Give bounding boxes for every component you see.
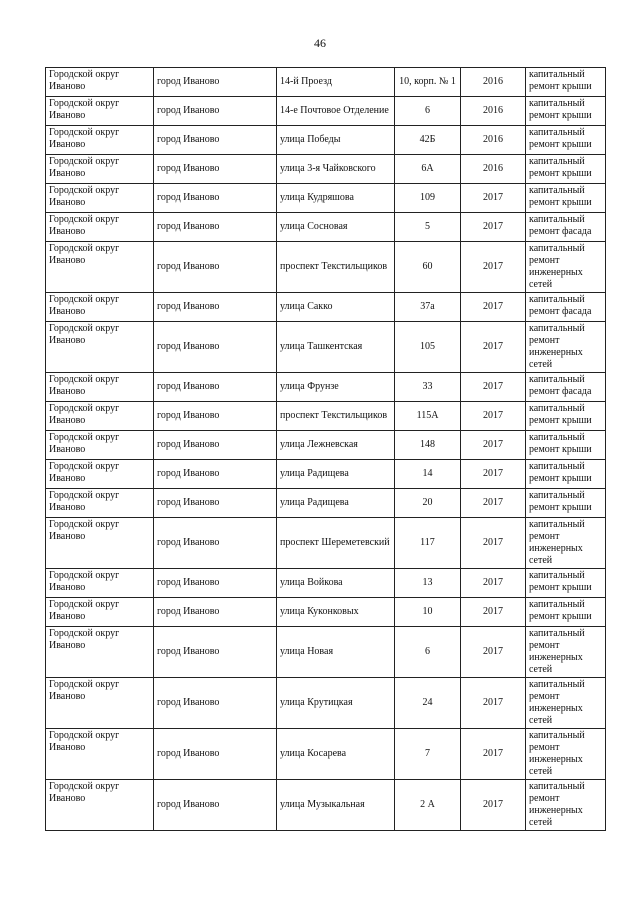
work-type-text: капитальный ремонт фасада	[529, 374, 592, 397]
year-cell	[461, 598, 526, 627]
year-text: 2017	[483, 748, 503, 759]
year-cell	[461, 68, 526, 97]
work-type-text: капитальный ремонт крыши	[529, 127, 592, 150]
year-text: 2017	[483, 497, 503, 508]
municipality-text: Городской округ Иваново	[49, 127, 120, 150]
street-text: улица Куконковых	[280, 606, 359, 617]
table-row	[46, 402, 606, 431]
street-cell	[277, 598, 395, 627]
work-type-cell	[526, 518, 606, 569]
year-text: 2017	[483, 301, 503, 312]
street-text: улица Ташкентская	[280, 341, 363, 352]
table-row	[46, 126, 606, 155]
year-cell	[461, 184, 526, 213]
municipality-text: Городской округ Иваново	[49, 374, 120, 397]
work-type-cell	[526, 431, 606, 460]
street-text: улица Кудряшова	[280, 192, 354, 203]
municipality-text: Городской округ Иваново	[49, 185, 120, 208]
house-number-text: 10	[422, 606, 433, 617]
table-row	[46, 431, 606, 460]
street-cell	[277, 780, 395, 831]
settlement-text: город Иваново	[157, 163, 220, 174]
street-cell	[277, 97, 395, 126]
street-cell	[277, 373, 395, 402]
year-text: 2017	[483, 606, 503, 617]
work-type-cell	[526, 402, 606, 431]
house-number-text: 7	[425, 748, 430, 759]
municipality-cell	[46, 598, 154, 627]
table-row	[46, 569, 606, 598]
table-row	[46, 293, 606, 322]
house-number-cell	[395, 213, 461, 242]
municipality-cell	[46, 242, 154, 293]
street-cell	[277, 68, 395, 97]
table-row	[46, 213, 606, 242]
work-type-cell	[526, 68, 606, 97]
table-row	[46, 242, 606, 293]
municipality-text: Городской округ Иваново	[49, 294, 120, 317]
municipality-cell	[46, 729, 154, 780]
table-row	[46, 155, 606, 184]
settlement-cell	[154, 126, 277, 155]
table-row	[46, 68, 606, 97]
table-row	[46, 729, 606, 780]
house-number-cell	[395, 155, 461, 184]
street-cell	[277, 569, 395, 598]
municipality-cell	[46, 780, 154, 831]
year-cell	[461, 678, 526, 729]
settlement-text: город Иваново	[157, 697, 220, 708]
table-row	[46, 460, 606, 489]
work-type-text: капитальный ремонт инженерных сетей	[529, 243, 585, 290]
table-row	[46, 97, 606, 126]
work-type-cell	[526, 126, 606, 155]
settlement-text: город Иваново	[157, 221, 220, 232]
year-cell	[461, 627, 526, 678]
municipality-text: Городской округ Иваново	[49, 570, 120, 593]
work-type-cell	[526, 322, 606, 373]
house-number-text: 109	[420, 192, 435, 203]
housing-repair-table	[45, 67, 606, 831]
work-type-text: капитальный ремонт инженерных сетей	[529, 679, 585, 726]
settlement-cell	[154, 242, 277, 293]
house-number-text: 14	[422, 468, 433, 479]
street-cell	[277, 213, 395, 242]
settlement-text: город Иваново	[157, 606, 220, 617]
street-text: улица Победы	[280, 134, 341, 145]
year-cell	[461, 322, 526, 373]
work-type-text: капитальный ремонт фасада	[529, 294, 592, 317]
street-cell	[277, 627, 395, 678]
house-number-text: 2 А	[420, 799, 435, 810]
house-number-cell	[395, 293, 461, 322]
table-row	[46, 184, 606, 213]
work-type-cell	[526, 184, 606, 213]
street-text: улица Сосновая	[280, 221, 348, 232]
year-text: 2017	[483, 468, 503, 479]
municipality-text: Городской округ Иваново	[49, 243, 120, 266]
street-cell	[277, 431, 395, 460]
year-text: 2017	[483, 439, 503, 450]
house-number-cell	[395, 569, 461, 598]
street-cell	[277, 126, 395, 155]
municipality-cell	[46, 678, 154, 729]
settlement-text: город Иваново	[157, 748, 220, 759]
municipality-cell	[46, 293, 154, 322]
year-text: 2017	[483, 537, 503, 548]
street-cell	[277, 489, 395, 518]
year-cell	[461, 431, 526, 460]
year-cell	[461, 460, 526, 489]
settlement-text: город Иваново	[157, 410, 220, 421]
house-number-cell	[395, 373, 461, 402]
municipality-cell	[46, 126, 154, 155]
settlement-cell	[154, 213, 277, 242]
municipality-cell	[46, 213, 154, 242]
street-text: 14-й Проезд	[280, 76, 332, 87]
year-cell	[461, 213, 526, 242]
street-text: проспект Шереметевский	[280, 537, 390, 548]
year-text: 2016	[483, 163, 503, 174]
settlement-cell	[154, 322, 277, 373]
year-text: 2017	[483, 341, 503, 352]
settlement-text: город Иваново	[157, 439, 220, 450]
table-row	[46, 780, 606, 831]
work-type-text: капитальный ремонт крыши	[529, 69, 592, 92]
work-type-text: капитальный ремонт крыши	[529, 461, 592, 484]
settlement-cell	[154, 678, 277, 729]
settlement-text: город Иваново	[157, 105, 220, 116]
year-cell	[461, 489, 526, 518]
house-number-text: 10, корп. № 1	[399, 76, 456, 87]
year-cell	[461, 97, 526, 126]
municipality-cell	[46, 155, 154, 184]
municipality-text: Городской округ Иваново	[49, 403, 120, 426]
house-number-text: 5	[425, 221, 430, 232]
table-row	[46, 373, 606, 402]
street-text: улица Фрунзе	[280, 381, 339, 392]
municipality-cell	[46, 184, 154, 213]
work-type-text: капитальный ремонт крыши	[529, 570, 592, 593]
year-cell	[461, 780, 526, 831]
house-number-cell	[395, 598, 461, 627]
settlement-text: город Иваново	[157, 799, 220, 810]
year-cell	[461, 569, 526, 598]
house-number-text: 6	[425, 105, 430, 116]
street-cell	[277, 402, 395, 431]
municipality-text: Городской округ Иваново	[49, 323, 120, 346]
settlement-cell	[154, 155, 277, 184]
work-type-text: капитальный ремонт крыши	[529, 156, 592, 179]
municipality-cell	[46, 627, 154, 678]
settlement-text: город Иваново	[157, 261, 220, 272]
municipality-cell	[46, 68, 154, 97]
municipality-text: Городской округ Иваново	[49, 98, 120, 121]
municipality-text: Городской округ Иваново	[49, 69, 120, 92]
settlement-text: город Иваново	[157, 341, 220, 352]
street-cell	[277, 460, 395, 489]
house-number-cell	[395, 322, 461, 373]
house-number-text: 117	[420, 537, 435, 548]
year-cell	[461, 729, 526, 780]
settlement-cell	[154, 460, 277, 489]
work-type-cell	[526, 373, 606, 402]
street-text: проспект Текстильщиков	[280, 410, 388, 421]
work-type-cell	[526, 489, 606, 518]
street-cell	[277, 518, 395, 569]
work-type-text: капитальный ремонт инженерных сетей	[529, 628, 585, 675]
house-number-text: 20	[422, 497, 433, 508]
settlement-text: город Иваново	[157, 497, 220, 508]
house-number-text: 37а	[420, 301, 435, 312]
settlement-text: город Иваново	[157, 76, 220, 87]
year-text: 2017	[483, 410, 503, 421]
settlement-cell	[154, 518, 277, 569]
settlement-cell	[154, 780, 277, 831]
house-number-cell	[395, 431, 461, 460]
municipality-text: Городской округ Иваново	[49, 461, 120, 484]
house-number-text: 6А	[421, 163, 434, 174]
street-text: улица Лежневская	[280, 439, 358, 450]
table-row	[46, 518, 606, 569]
municipality-cell	[46, 518, 154, 569]
settlement-text: город Иваново	[157, 577, 220, 588]
year-cell	[461, 242, 526, 293]
street-text: улица 3-я Чайковского	[280, 163, 376, 174]
table-row	[46, 489, 606, 518]
street-cell	[277, 729, 395, 780]
municipality-text: Городской округ Иваново	[49, 490, 120, 513]
table-body	[46, 68, 606, 831]
work-type-cell	[526, 460, 606, 489]
street-cell	[277, 155, 395, 184]
year-text: 2017	[483, 577, 503, 588]
work-type-text: капитальный ремонт фасада	[529, 214, 592, 237]
settlement-cell	[154, 184, 277, 213]
work-type-text: капитальный ремонт крыши	[529, 185, 592, 208]
work-type-text: капитальный ремонт инженерных сетей	[529, 323, 585, 370]
street-text: улица Радищева	[280, 497, 349, 508]
work-type-cell	[526, 242, 606, 293]
settlement-cell	[154, 97, 277, 126]
settlement-text: город Иваново	[157, 646, 220, 657]
settlement-cell	[154, 293, 277, 322]
house-number-cell	[395, 126, 461, 155]
settlement-text: город Иваново	[157, 468, 220, 479]
street-text: улица Войкова	[280, 577, 343, 588]
work-type-cell	[526, 155, 606, 184]
work-type-cell	[526, 780, 606, 831]
settlement-text: город Иваново	[157, 301, 220, 312]
work-type-text: капитальный ремонт инженерных сетей	[529, 519, 585, 566]
work-type-cell	[526, 678, 606, 729]
year-cell	[461, 155, 526, 184]
work-type-text: капитальный ремонт инженерных сетей	[529, 781, 585, 828]
year-text: 2017	[483, 381, 503, 392]
street-text: улица Крутицкая	[280, 697, 353, 708]
year-text: 2016	[483, 76, 503, 87]
year-text: 2016	[483, 105, 503, 116]
street-text: улица Косарева	[280, 748, 347, 759]
house-number-text: 33	[422, 381, 433, 392]
house-number-text: 148	[420, 439, 435, 450]
house-number-cell	[395, 242, 461, 293]
municipality-text: Городской округ Иваново	[49, 730, 120, 753]
house-number-text: 6	[425, 646, 430, 657]
street-text: улица Радищева	[280, 468, 349, 479]
municipality-cell	[46, 431, 154, 460]
street-cell	[277, 184, 395, 213]
year-text: 2017	[483, 646, 503, 657]
street-text: 14-е Почтовое Отделение	[280, 105, 389, 116]
year-text: 2017	[483, 221, 503, 232]
house-number-cell	[395, 489, 461, 518]
street-text: улица Сакко	[280, 301, 333, 312]
work-type-cell	[526, 293, 606, 322]
street-text: улица Музыкальная	[280, 799, 365, 810]
municipality-text: Городской округ Иваново	[49, 628, 120, 651]
settlement-cell	[154, 598, 277, 627]
house-number-cell	[395, 97, 461, 126]
house-number-cell	[395, 678, 461, 729]
settlement-cell	[154, 402, 277, 431]
table-row	[46, 627, 606, 678]
house-number-cell	[395, 184, 461, 213]
work-type-cell	[526, 729, 606, 780]
municipality-cell	[46, 373, 154, 402]
street-text: улица Новая	[280, 646, 334, 657]
table-row	[46, 598, 606, 627]
settlement-cell	[154, 431, 277, 460]
house-number-cell	[395, 460, 461, 489]
settlement-cell	[154, 489, 277, 518]
house-number-cell	[395, 402, 461, 431]
work-type-cell	[526, 97, 606, 126]
municipality-text: Городской округ Иваново	[49, 519, 120, 542]
house-number-cell	[395, 518, 461, 569]
municipality-cell	[46, 402, 154, 431]
settlement-cell	[154, 569, 277, 598]
work-type-text: капитальный ремонт крыши	[529, 599, 592, 622]
street-cell	[277, 293, 395, 322]
year-text: 2016	[483, 134, 503, 145]
house-number-text: 115А	[416, 410, 439, 421]
work-type-text: капитальный ремонт крыши	[529, 432, 592, 455]
settlement-cell	[154, 68, 277, 97]
municipality-text: Городской округ Иваново	[49, 599, 120, 622]
page-number: 46	[314, 36, 326, 50]
work-type-text: капитальный ремонт крыши	[529, 403, 592, 426]
house-number-cell	[395, 780, 461, 831]
municipality-cell	[46, 460, 154, 489]
year-text: 2017	[483, 261, 503, 272]
municipality-cell	[46, 322, 154, 373]
year-cell	[461, 293, 526, 322]
year-text: 2017	[483, 799, 503, 810]
settlement-text: город Иваново	[157, 134, 220, 145]
house-number-cell	[395, 627, 461, 678]
settlement-text: город Иваново	[157, 192, 220, 203]
municipality-text: Городской округ Иваново	[49, 432, 120, 455]
work-type-cell	[526, 569, 606, 598]
settlement-text: город Иваново	[157, 381, 220, 392]
municipality-text: Городской округ Иваново	[49, 214, 120, 237]
street-cell	[277, 242, 395, 293]
year-text: 2017	[483, 192, 503, 203]
work-type-text: капитальный ремонт крыши	[529, 490, 592, 513]
municipality-cell	[46, 569, 154, 598]
municipality-cell	[46, 97, 154, 126]
house-number-text: 13	[422, 577, 433, 588]
municipality-text: Городской округ Иваново	[49, 781, 120, 804]
work-type-cell	[526, 598, 606, 627]
year-cell	[461, 518, 526, 569]
year-cell	[461, 126, 526, 155]
work-type-cell	[526, 627, 606, 678]
street-cell	[277, 678, 395, 729]
street-text: проспект Текстильщиков	[280, 261, 388, 272]
municipality-cell	[46, 489, 154, 518]
year-cell	[461, 373, 526, 402]
house-number-cell	[395, 729, 461, 780]
year-cell	[461, 402, 526, 431]
settlement-cell	[154, 729, 277, 780]
street-cell	[277, 322, 395, 373]
work-type-text: капитальный ремонт инженерных сетей	[529, 730, 585, 777]
table-row	[46, 322, 606, 373]
work-type-cell	[526, 213, 606, 242]
house-number-text: 42Б	[419, 134, 436, 145]
house-number-text: 105	[420, 341, 435, 352]
year-text: 2017	[483, 697, 503, 708]
table-row	[46, 678, 606, 729]
settlement-cell	[154, 373, 277, 402]
settlement-cell	[154, 627, 277, 678]
settlement-text: город Иваново	[157, 537, 220, 548]
house-number-text: 60	[422, 261, 433, 272]
house-number-cell	[395, 68, 461, 97]
municipality-text: Городской округ Иваново	[49, 679, 120, 702]
work-type-text: капитальный ремонт крыши	[529, 98, 592, 121]
municipality-text: Городской округ Иваново	[49, 156, 120, 179]
house-number-text: 24	[422, 697, 433, 708]
